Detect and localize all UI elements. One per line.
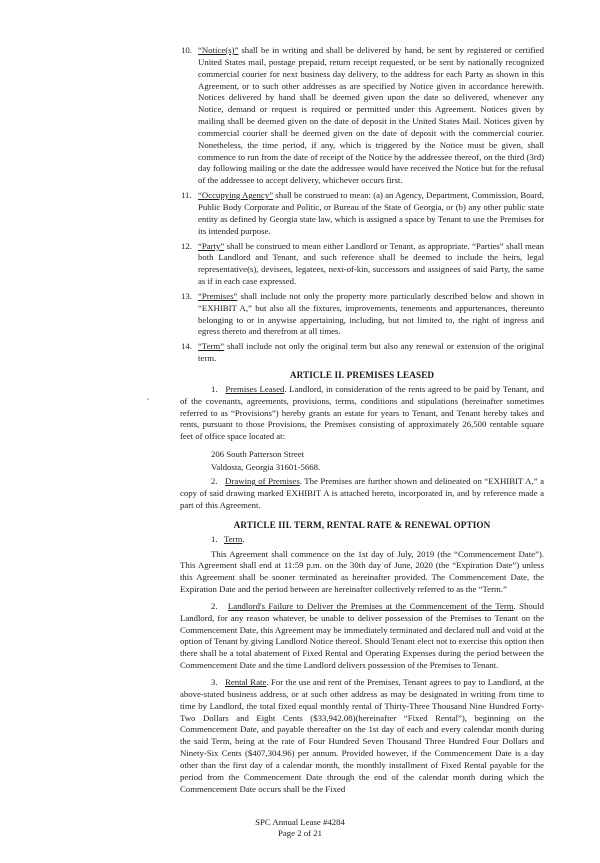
section-number: 3. <box>211 676 218 687</box>
item-number: 11. <box>181 190 192 201</box>
defined-term: “Party” <box>198 240 225 251</box>
item-number: 13. <box>181 290 192 301</box>
section-paragraph <box>180 601 544 672</box>
defined-term: “Premises” <box>198 290 238 301</box>
section-number: 1. <box>211 383 218 394</box>
address-line: Valdosta, Georgia 31601-5668. <box>211 462 321 473</box>
defined-term: “Occupying Agency” <box>198 190 274 201</box>
section-paragraph: This Agreement shall commence on the 1st day of July, 2019 (the “Commencement Date”). This Agreement shall end at 11:59 p.m. on the 30th day of June, 2020 (the “Expiration Date”) unless this Agreement shall be sooner terminated as hereinafter provided. The Commencement Date, the Expiration Date and the period between are hereinafter collectively referred to as the “Term.” <box>180 548 544 595</box>
section-title: Term <box>223 533 243 544</box>
definition-item <box>180 241 544 288</box>
page-footer <box>0 817 600 863</box>
section-title: Drawing of Premises <box>225 476 300 487</box>
section-number: 2. <box>211 600 218 611</box>
document-body <box>180 0 544 795</box>
defined-term: “Notice(s)” <box>198 45 239 55</box>
definition-text: shall be construed to mean: (a) an Agency, Department, Commission, Board, Public Body Corporate and Politic, or Bureau of the State of Georgia, or (b) any other public state entity as defined by Georgia state law, which is assigned a space by Tenant to use the Premises for its intended purpose. <box>198 190 544 236</box>
scan-speck <box>147 398 149 400</box>
page-number: Page 2 of 21 <box>278 828 322 839</box>
premises-address <box>180 448 544 474</box>
definition-item <box>180 190 544 237</box>
section-number: 1. <box>211 533 218 544</box>
section-text: . For the use and rent of the Premises, Tenant agrees to pay to Landlord, at the above-stated business address, or at such other address as may be designated in writing from time to time by Landlord, the total fixed equal monthly rental of Thirty-Three Thousand Nine Hundred Forty-Two Dollars and Eight Cents ($33,942.08)(hereinafter “Fixed Rental”), beginning on the Commencement Date, and payable thereafter on the 1st day of each and every calendar month during the said Term, being at the rate of Four Hundred Seven Thousand Three Hundred Four Dollars and Ninety-Six Cents ($407,304.96) per annum. Provided however, if the Commencement Date is a day other than the first day of a calendar month, the monthly installment of Fixed Rental payable for the period from the Commencement Date through the end of the calendar month during which the Commencement Date occurs shall be the Fixed <box>180 676 544 794</box>
article-heading: ARTICLE III. TERM, RENTAL RATE & RENEWAL OPTION <box>233 519 491 530</box>
definition-text: shall be construed to mean either Landlord or Tenant, as appropriate. “Parties” shall mean both Landlord and Tenant, and such reference shall be deemed to include the heirs, legal representative(s), devisees, legatees, next-of-kin, successors and assignees of said Party, the same as if in each case expressed. <box>198 240 544 287</box>
definition-item <box>180 341 544 365</box>
section-paragraph <box>180 476 544 512</box>
section-paragraph <box>180 677 544 795</box>
section-title: Landlord's Failure to Deliver the Premises at the Commencement of the Term <box>227 600 514 611</box>
article-heading: ARTICLE II. PREMISES LEASED <box>289 369 435 380</box>
section-text: . <box>242 533 245 544</box>
lease-number: SPC Annual Lease #4284 <box>255 817 345 828</box>
section-number: 2. <box>211 476 218 487</box>
section-text: . Landlord, in consideration of the rents agreed to be paid by Tenant, and of the covenants, agreements, provisions, terms, conditions and stipulations (hereinafter sometimes referred to as “Provisions”) hereby grants an estate for years to Tenant, and Tenant hereby takes and rents, pursuant to those Provisions, the Premises consisting of approximately 26,500 rentable square feet of office space located at: <box>180 383 545 442</box>
section-text: . The Premises are further shown and delineated on “EXHIBIT A,” a copy of said drawing marked EXHIBIT A is attached hereto, incorporated in, and by reference made a part of this Agreement. <box>180 476 544 510</box>
section-title: Rental Rate <box>224 676 267 687</box>
definition-text: shall be in writing and shall be delivered by hand, be sent by registered or certified United States mail, postage prepaid, return receipt requested, or be sent by nationally recognized commercial courier for next business day delivery, to the address for each Party as shown in this Agreement, or to such other addresses as are specified by Notice given in accordance herewith. Notices delivered by hand shall be deemed given upon the date so delivered, whenever any Notice, demand or request is required or permitted under this Agreement. Notices given by mailing shall be deemed given on the date of deposit in the United States Mail. Notices given by commercial courier shall be deemed given on the date of deposit with the commercial courier. Nonetheless, the time period, if any, which is triggered by the Notice must be given, shall commence to run from the date of receipt of the Notice by the addressee thereof, on the third (3rd) day following mailing or the date the addressee would have received the Notice but for the refusal of the addressee to accept delivery, whichever occurs first. <box>198 45 544 186</box>
section-heading <box>180 534 544 546</box>
item-number: 12. <box>181 240 192 251</box>
item-number: 14. <box>181 341 192 352</box>
item-number: 10. <box>181 45 192 55</box>
definition-text: shall include not only the property more particularly described below and shown in “EXHIBIT A,” but also all the fixtures, improvements, tenements and appurtenances, thereunto belonging to or in anywise appertaining, including, but not limited to, the right of ingress and egress thereto and therefrom at all times. <box>198 290 544 337</box>
definition-text: shall include not only the original term but also any renewal or extension of the original term. <box>198 341 544 364</box>
section-text: . Should Landlord, for any reason whatever, be unable to deliver possession of the Premises to Tenant on the Commencement Date, this Agreement may be immediately terminated and declared null and void at the option of Tenant by giving Landlord Notice thereof. Should Tenant elect not to exercise this option then there shall be a total abatement of Fixed Rental and Operating Expenses during the period between the Commencement Date and the time Landlord delivers possession of the Premises to Tenant. <box>180 600 544 671</box>
section-paragraph <box>180 384 544 443</box>
definition-item <box>180 291 544 338</box>
address-line: 206 South Patterson Street <box>211 449 305 460</box>
definition-item <box>180 45 544 187</box>
section-title: Premises Leased <box>225 383 285 394</box>
defined-term: “Term” <box>198 341 225 352</box>
